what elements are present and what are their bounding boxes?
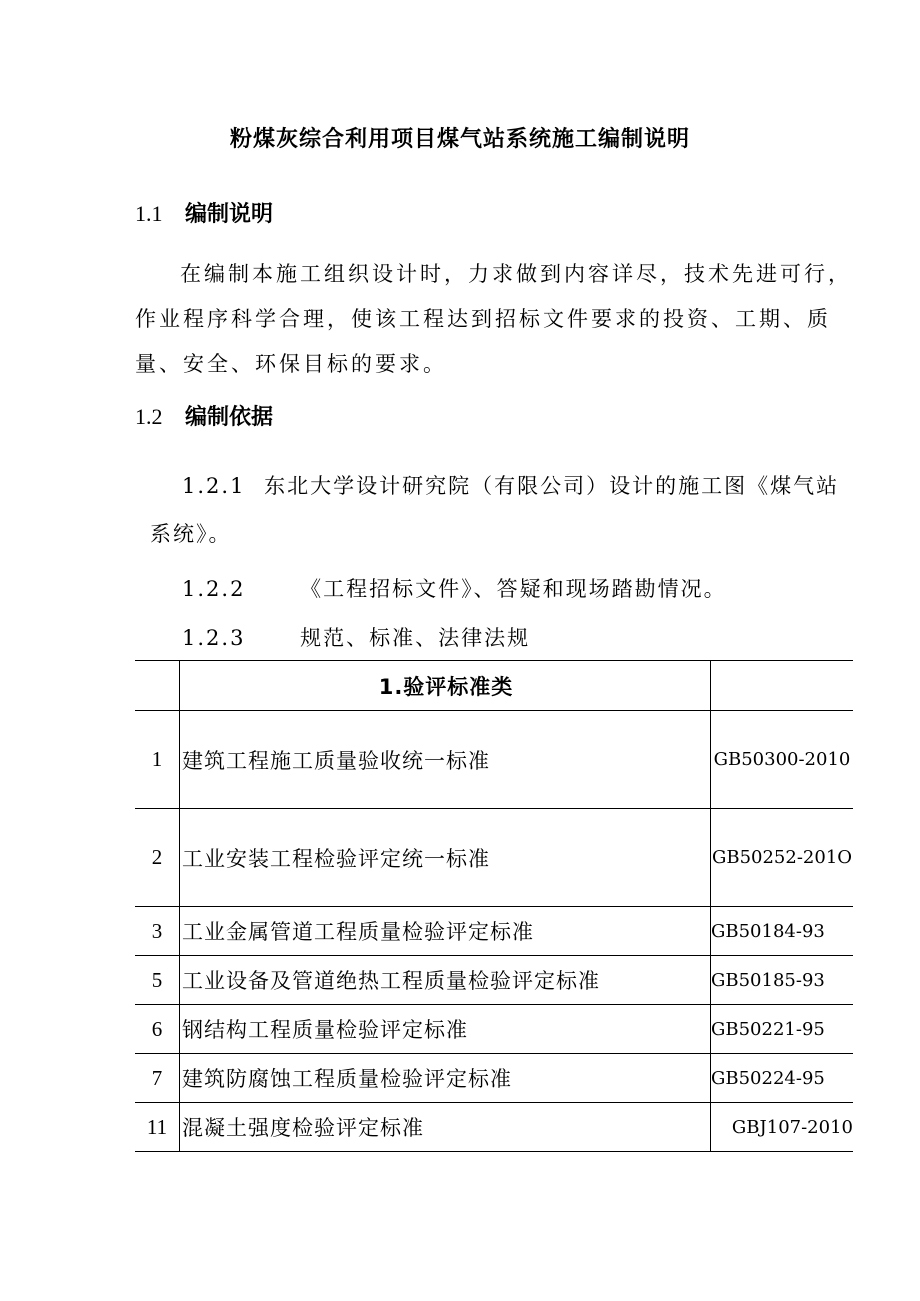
item-number: 1.2.1 xyxy=(182,474,246,498)
standard-name: 建筑防腐蚀工程质量检验评定标准 xyxy=(180,1054,711,1103)
row-number: 2 xyxy=(135,809,180,907)
table-row xyxy=(135,907,853,956)
row-number: 5 xyxy=(135,956,180,1005)
paragraph-compilation-notes xyxy=(135,252,855,387)
table-row xyxy=(135,956,853,1005)
item-1-2-2 xyxy=(182,573,727,603)
item-number: 1.2.2 xyxy=(182,577,246,601)
row-number: 6 xyxy=(135,1005,180,1054)
table-row xyxy=(135,1054,853,1103)
standard-name: 建筑工程施工质量验收统一标准 xyxy=(180,711,711,809)
table-header-title: 1.验评标准类 xyxy=(180,661,711,711)
document-title: 粉煤灰综合利用项目煤气站系统施工编制说明 xyxy=(229,127,690,152)
table-row xyxy=(135,809,853,907)
table-row xyxy=(135,1103,853,1152)
row-number: 7 xyxy=(135,1054,180,1103)
table-header-row xyxy=(135,661,853,711)
section-number: 1.1 xyxy=(135,201,163,226)
item-1-2-1-continuation: 系统》。 xyxy=(150,522,232,546)
item-1-2-1 xyxy=(182,470,839,500)
standard-code: GBJ107-2010 xyxy=(711,1103,854,1152)
section-title: 编制说明 xyxy=(185,202,274,227)
item-1-2-3 xyxy=(182,622,530,652)
standard-code: GB50185-93 xyxy=(711,956,854,1005)
standard-code: GB50224-95 xyxy=(711,1054,854,1103)
row-number: 1 xyxy=(135,711,180,809)
standard-code: GB50300-2010 xyxy=(711,711,854,809)
row-number: 11 xyxy=(135,1103,180,1152)
row-number: 3 xyxy=(135,907,180,956)
standards-table xyxy=(135,660,853,1152)
paragraph-text: 在编制本施工组织设计时，力求做到内容详尽，技术先进可行，作业程序科学合理，使该工程达到招标文件要求的投资、工期、质量、安全、环保目标的要求。 xyxy=(135,262,852,376)
standard-code: GB50252-201O xyxy=(711,809,854,907)
standard-code: GB50184-93 xyxy=(711,907,854,956)
item-text: 东北大学设计研究院（有限公司）设计的施工图《煤气站 xyxy=(264,474,840,498)
section-heading-1-2 xyxy=(135,400,273,431)
standard-name: 钢结构工程质量检验评定标准 xyxy=(180,1005,711,1054)
section-heading-1-1 xyxy=(135,197,273,228)
standard-name: 工业金属管道工程质量检验评定标准 xyxy=(180,907,711,956)
section-number: 1.2 xyxy=(135,404,163,429)
section-title: 编制依据 xyxy=(185,405,274,430)
standard-name: 工业安装工程检验评定统一标准 xyxy=(180,809,711,907)
item-number: 1.2.3 xyxy=(182,626,246,650)
item-text: 《工程招标文件》、答疑和现场踏勘情况。 xyxy=(300,577,727,601)
standard-name: 工业设备及管道绝热工程质量检验评定标准 xyxy=(180,956,711,1005)
table-row xyxy=(135,1005,853,1054)
standard-code: GB50221-95 xyxy=(711,1005,854,1054)
item-text: 规范、标准、法律法规 xyxy=(300,626,531,650)
standard-name: 混凝土强度检验评定标准 xyxy=(180,1103,711,1152)
table-row xyxy=(135,711,853,809)
